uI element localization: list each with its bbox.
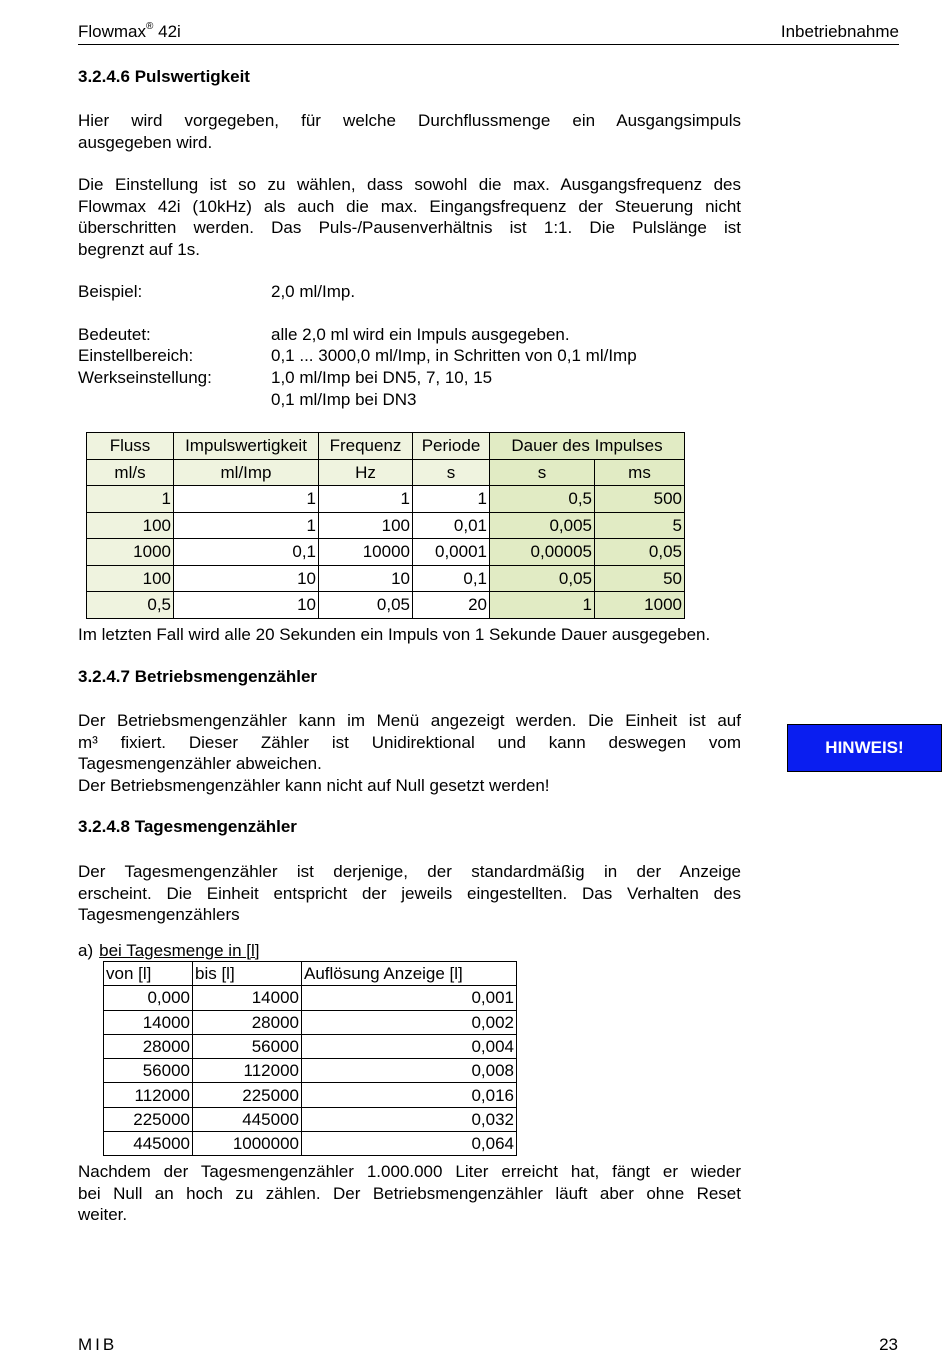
page-number: 23	[879, 1335, 898, 1354]
table-row: 445000 1000000 0,064	[104, 1132, 517, 1156]
pulse-table	[86, 432, 685, 619]
table-row: 225000 445000 0,032	[104, 1107, 517, 1131]
col-header: von [l]	[104, 962, 193, 986]
header-product: Flowmax® 42i	[78, 21, 181, 41]
unit-cell: ml/s	[87, 459, 174, 486]
table-row: 112000 225000 0,016	[104, 1083, 517, 1107]
unit-cell: s	[413, 459, 490, 486]
bedeutet-value: alle 2,0 ml wird ein Impuls ausgegeben.	[271, 325, 570, 344]
pulse-table-header-row	[87, 433, 685, 460]
table-row: 0,5 10 0,05 20 1 1000	[87, 592, 685, 619]
table-row: 1000 0,1 10000 0,0001 0,00005 0,05	[87, 539, 685, 566]
note-last-case: Im letzten Fall wird alle 20 Sekunden ein Impuls von 1 Sekunde Dauer ausgegeben.	[78, 625, 711, 644]
bedeutet-label: Bedeutet:	[78, 325, 151, 344]
hinweis-badge: HINWEIS!	[787, 724, 942, 772]
table-row: 0,000 14000 0,001	[104, 986, 517, 1010]
heading-betriebsmengenzaehler: 3.2.4.7 Betriebsmengenzähler	[78, 667, 318, 686]
resolution-table	[103, 961, 517, 1156]
footer-company: MIB	[78, 1335, 118, 1354]
unit-cell: s	[490, 459, 595, 486]
werkseinstellung-value-2: 0,1 ml/Imp bei DN3	[271, 390, 417, 409]
table-row: 1 1 1 1 0,5 500	[87, 486, 685, 513]
col-header: Periode	[413, 433, 490, 460]
paragraph-einstellung: Die Einstellung ist so zu wählen, dass sowohl die max. Ausgangsfrequenz des Flowmax 42i (10kHz) als auch die max. Eingangsfrequenz der Steuerung nicht überschritten werden. Das Puls-/Pausenverhältnis ist 1:1. Die Pulslänge ist begrenzt auf 1s.	[78, 175, 741, 259]
paragraph-betriebsmengenzaehler: Der Betriebsmengenzähler kann im Menü angezeigt werden. Die Einheit ist auf m³ fixiert. Dieser Zähler ist Unidirektional und kann deswegen vom Tagesmengenzähler abweichen. Der Betriebsmengenzähler kann nicht auf Null gesetzt werden!	[78, 711, 741, 795]
paragraph-tagesmengenzaehler: Der Tagesmengenzähler ist derjenige, der standardmäßig in der Anzeige erscheint. Die Einheit entspricht der jeweils eingestellten. Das Verhalten des Tagesmengenzählers	[78, 862, 741, 924]
col-header: Auflösung Anzeige [l]	[302, 962, 517, 986]
werkseinstellung-value-1: 1,0 ml/Imp bei DN5, 7, 10, 15	[271, 368, 493, 387]
table-row: 56000 112000 0,008	[104, 1059, 517, 1083]
col-header: Frequenz	[319, 433, 413, 460]
table-row: 100 10 10 0,1 0,05 50	[87, 565, 685, 592]
col-header: Dauer des Impulses	[490, 433, 685, 460]
list-item: a) bei Tagesmenge in [l]	[78, 941, 260, 960]
col-header: Fluss	[87, 433, 174, 460]
table-row: 100 1 100 0,01 0,005 5	[87, 512, 685, 539]
einstellbereich-value: 0,1 ... 3000,0 ml/Imp, in Schritten von 0,1 ml/Imp	[271, 346, 637, 365]
heading-tagesmengenzaehler: 3.2.4.8 Tagesmengenzähler	[78, 817, 297, 836]
table-row: 28000 56000 0,004	[104, 1034, 517, 1058]
einstellbereich-label: Einstellbereich:	[78, 346, 194, 365]
col-header: Impulswertigkeit	[174, 433, 319, 460]
paragraph-reset: Nachdem der Tagesmengenzähler 1.000.000 Liter erreicht hat, fängt er wieder bei Null an hoch zu zählen. Der Betriebsmengenzähler läuft aber ohne Reset weiter.	[78, 1162, 741, 1224]
resolution-table-header-row	[104, 962, 517, 986]
beispiel-value: 2,0 ml/Imp.	[271, 282, 356, 301]
unit-cell: ml/Imp	[174, 459, 319, 486]
werkseinstellung-label: Werkseinstellung:	[78, 368, 212, 387]
header-chapter: Inbetriebnahme	[780, 22, 899, 41]
unit-cell: Hz	[319, 459, 413, 486]
heading-pulswertigkeit: 3.2.4.6 Pulswertigkeit	[78, 67, 250, 86]
paragraph-intro: Hier wird vorgegeben, für welche Durchflussmenge ein Ausgangsimpuls ausgegeben wird.	[78, 111, 741, 152]
table-row: 14000 28000 0,002	[104, 1010, 517, 1034]
col-header: bis [l]	[193, 962, 302, 986]
beispiel-label: Beispiel:	[78, 282, 143, 301]
page-header	[78, 22, 899, 45]
pulse-table-unit-row	[87, 459, 685, 486]
unit-cell: ms	[595, 459, 685, 486]
